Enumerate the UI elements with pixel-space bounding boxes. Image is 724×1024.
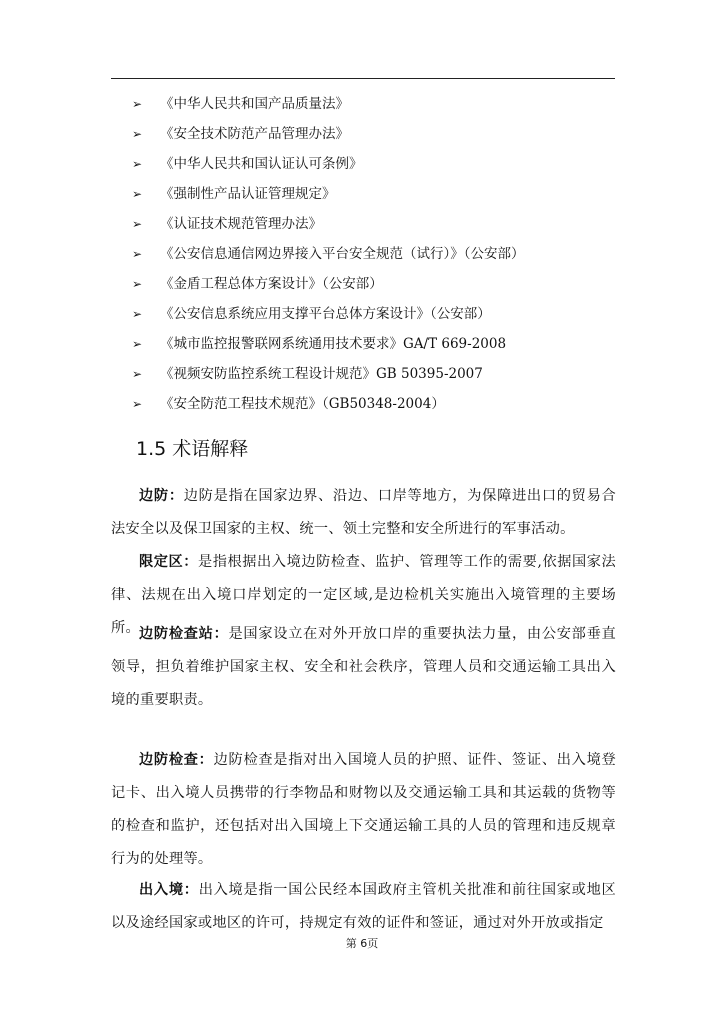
term-name: 边防检查： [139, 752, 214, 768]
reference-text: 《公安信息系统应用支撑平台总体方案设计》（公安部） [160, 306, 491, 322]
arrow-bullet-icon: ➢ [132, 217, 143, 231]
arrow-bullet-icon: ➢ [132, 277, 143, 291]
reference-item [132, 154, 622, 184]
term-name: 边防： [139, 488, 184, 504]
reference-text: 《中华人民共和国认证认可条例》 [160, 156, 363, 172]
term-definition: 是指根据出入境边防检查、监护、管理等工作的需要,依据国家法律、法规在出入境口岸划定的一定区域,是边检机关实施出入境管理的主要场所。 [111, 554, 616, 636]
reference-item [132, 334, 622, 364]
reference-item [132, 274, 622, 304]
reference-text: 《强制性产品认证管理规定》 [160, 186, 336, 202]
arrow-bullet-icon: ➢ [132, 157, 143, 171]
term-definition-border [111, 480, 616, 546]
reference-item [132, 244, 622, 274]
arrow-bullet-icon: ➢ [132, 247, 143, 261]
reference-text: 《金盾工程总体方案设计》（公安部） [160, 276, 383, 292]
term-definition: 边防检查是指对出入国境人员的护照、证件、签证、出入境登记卡、出入境人员携带的行李物品和财物以及交通运输工具和其运载的货物等的检查和监护，还包括对出入国境上下交通运输工具的人员的管理和违反规章行为的处理等。 [111, 752, 616, 867]
term-name: 限定区： [139, 554, 199, 570]
reference-item [132, 394, 622, 424]
arrow-bullet-icon: ➢ [132, 307, 143, 321]
term-definition: 边防是指在国家边界、沿边、口岸等地方，为保障进出口的贸易合法安全以及保卫国家的主权、统一、领土完整和安全所进行的军事活动。 [111, 488, 616, 537]
arrow-bullet-icon: ➢ [132, 187, 143, 201]
section-title: 术语解释 [172, 438, 249, 460]
reference-item [132, 304, 622, 334]
page-number: 第 6页 [345, 937, 379, 950]
arrow-bullet-icon: ➢ [132, 127, 143, 141]
arrow-bullet-icon: ➢ [132, 397, 143, 411]
term-name: 边防检查站： [139, 626, 229, 642]
term-definition: 出入境是指一国公民经本国政府主管机关批准和前往国家或地区以及途经国家或地区的许可，持规定有效的证件和签证，通过对外开放或指定 [111, 882, 617, 931]
reference-text: 《中华人民共和国产品质量法》 [160, 96, 349, 112]
section-number: 1.5 [136, 438, 167, 460]
reference-item [132, 364, 622, 394]
term-definition-inspection [111, 744, 616, 876]
term-definition-checkpoint [111, 618, 616, 717]
reference-item [132, 214, 622, 244]
arrow-bullet-icon: ➢ [132, 337, 143, 351]
reference-text: 《安全防范工程技术规范》（GB50348-2004） [160, 396, 445, 412]
term-name: 出入境： [139, 882, 199, 898]
reference-list [132, 94, 622, 424]
term-definition-entry-exit [111, 874, 616, 940]
arrow-bullet-icon: ➢ [132, 367, 143, 381]
reference-text: 《安全技术防范产品管理办法》 [160, 126, 349, 142]
reference-text: 《城市监控报警联网系统通用技术要求》GA/T 669-2008 [160, 336, 507, 352]
reference-text: 《认证技术规范管理办法》 [160, 216, 322, 232]
arrow-bullet-icon: ➢ [132, 97, 143, 111]
reference-item [132, 94, 622, 124]
reference-text: 《视频安防监控系统工程设计规范》GB 50395-2007 [160, 366, 483, 382]
reference-text: 《公安信息通信网边界接入平台安全规范（试行）》（公安部） [160, 246, 525, 262]
section-heading [136, 436, 248, 462]
header-rule [111, 78, 615, 79]
reference-item [132, 124, 622, 154]
term-definition: 是国家设立在对外开放口岸的重要执法力量，由公安部垂直领导，担负着维护国家主权、安全和社会秩序，管理人员和交通运输工具出入境的重要职责。 [111, 626, 616, 708]
reference-item [132, 184, 622, 214]
